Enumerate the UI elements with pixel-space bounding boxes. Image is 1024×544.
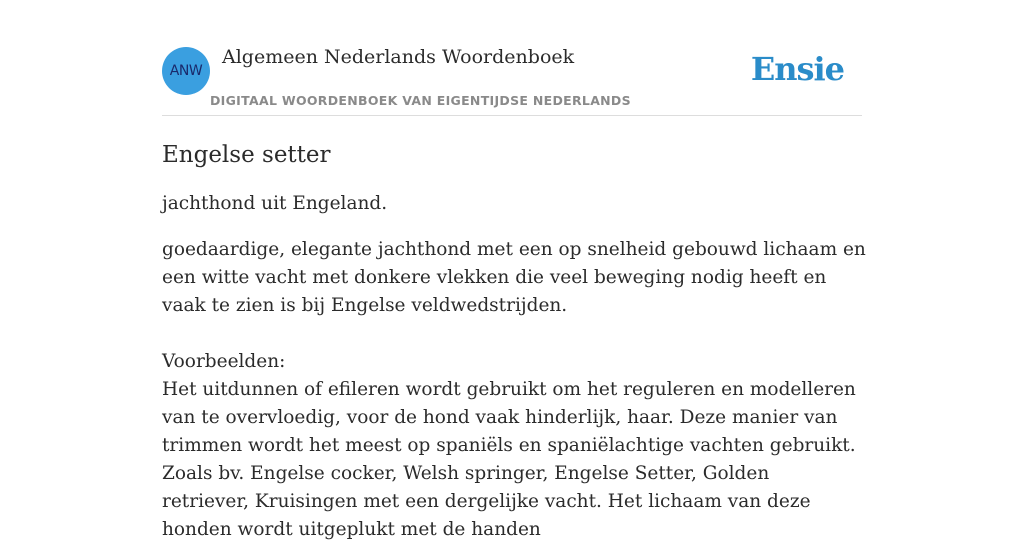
- short-definition: jachthond uit Engeland.: [162, 193, 388, 214]
- example-text: Het uitdunnen of efileren wordt gebruikt om het reguleren en modelleren van te overvloedig, voor de hond vaak hinderlijk, haar. Deze manier van trimmen wordt het meest op spaniëls en spaniëlachtige vachten gebruikt. Zoals bv. Engelse cocker, Welsh springer, Engelse Setter, Golden retriever, Kruisingen met een dergelijke vacht. Het lichaam van deze honden wordt uitgeplukt met de handen: [162, 379, 856, 540]
- long-definition: goedaardige, elegante jachthond met een op snelheid gebouwd lichaam en een witte vacht met donkere vlekken die veel beweging nodig heeft en vaak te zien is bij Engelse veldwedstrijden.: [162, 239, 866, 316]
- site-subtitle: DIGITAAL WOORDENBOEK VAN EIGENTIJDSE NEDERLANDS: [210, 93, 631, 108]
- anw-logo[interactable]: ANW: [162, 47, 210, 95]
- ensie-logo[interactable]: Ensie: [750, 50, 844, 88]
- examples-label: Voorbeelden:: [162, 351, 286, 372]
- page: [162, 0, 866, 544]
- site-header: [162, 0, 862, 116]
- entry-term: Engelse setter: [162, 142, 331, 168]
- site-title[interactable]: Algemeen Nederlands Woordenboek: [222, 46, 575, 68]
